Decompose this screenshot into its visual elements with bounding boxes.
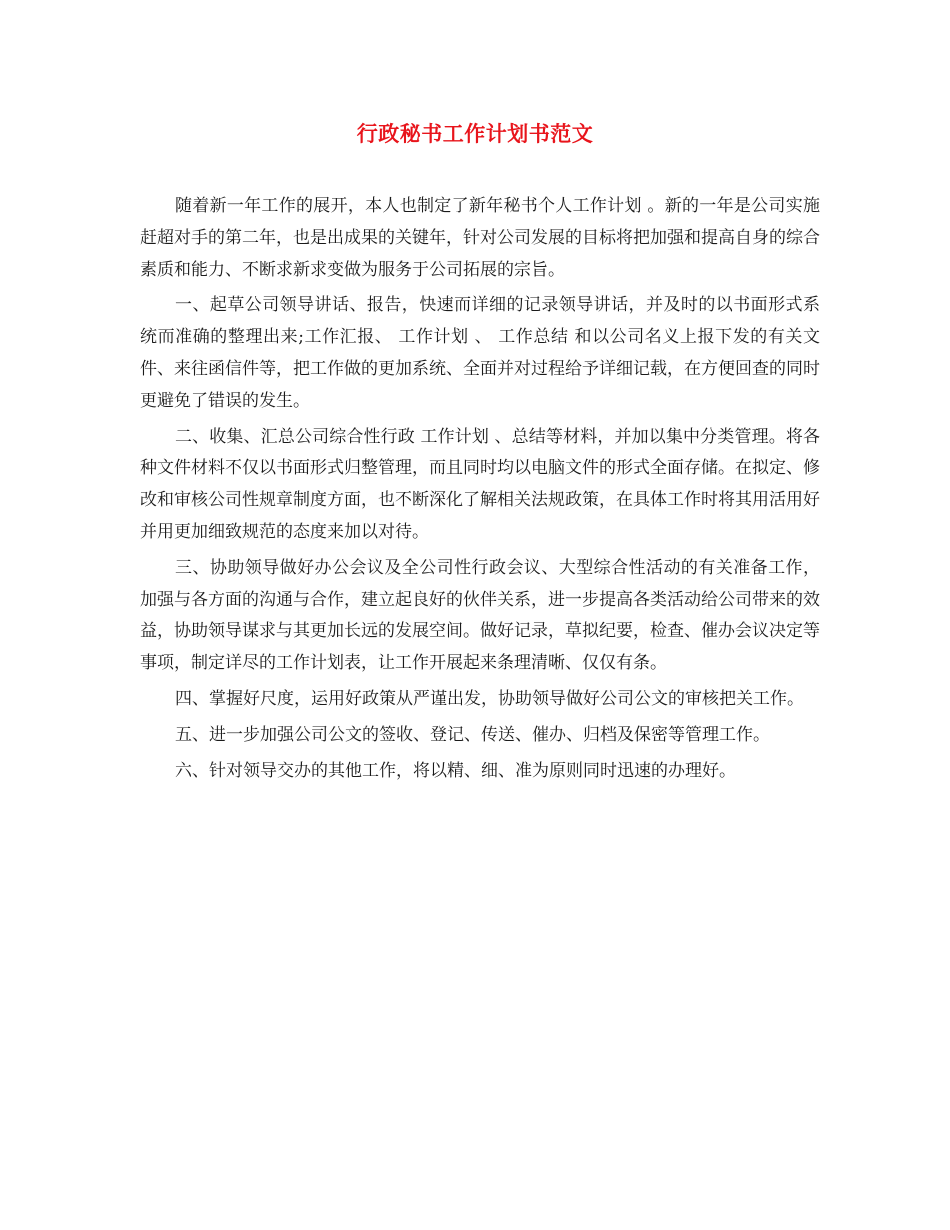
document-title: 行政秘书工作计划书范文 (356, 122, 594, 146)
paragraph-item-2: 二、收集、汇总公司综合性行政 工作计划 、总结等材料，并加以集中分类管理。将各种文件材料不仅以书面形式归整管理，而且同时均以电脑文件的形式全面存储。在拟定、修改和审核公司性规章制度方面，也不断深化了解相关法规政策，在具体工作时将其用活用好并用更加细致规范的态度来加以对待。 (140, 426, 820, 542)
document-body (140, 191, 820, 791)
paragraph-item-6: 六、针对领导交办的其他工作，将以精、细、准为原则同时迅速的办理好。 (175, 760, 736, 781)
paragraph-item-5: 五、进一步加强公司公文的签收、登记、传送、催办、归档及保密等管理工作。 (175, 724, 770, 745)
paragraph-intro: 随着新一年工作的展开，本人也制定了新年秘书个人工作计划 。新的一年是公司实施赶超对手的第二年，也是出成果的关键年，针对公司发展的目标将把加强和提高自身的综合素质和能力、不断求新求变做为服务于公司拓展的宗旨。 (140, 196, 820, 280)
paragraph-item-1: 一、起草公司领导讲话、报告，快速而详细的记录领导讲话，并及时的以书面形式系统而准确的整理出来;工作汇报、 工作计划 、 工作总结 和以公司名义上报下发的有关文件、来往函信件等，把工作做的更加系统、全面并对过程给予详细记载，在方便回查的同时更避免了错误的发生。 (140, 295, 820, 411)
paragraph-item-3: 三、协助领导做好办公会议及全公司性行政会议、大型综合性活动的有关准备工作，加强与各方面的沟通与合作，建立起良好的伙伴关系，进一步提高各类活动给公司带来的效益，协助领导谋求与其更加长远的发展空间。做好记录，草拟纪要，检查、催办会议决定等事项，制定详尽的工作计划表，让工作开展起来条理清晰、仅仅有条。 (140, 557, 820, 674)
paragraph-item-4: 四、掌握好尺度，运用好政策从严谨出发，协助领导做好公司公文的审核把关工作。 (175, 688, 804, 709)
